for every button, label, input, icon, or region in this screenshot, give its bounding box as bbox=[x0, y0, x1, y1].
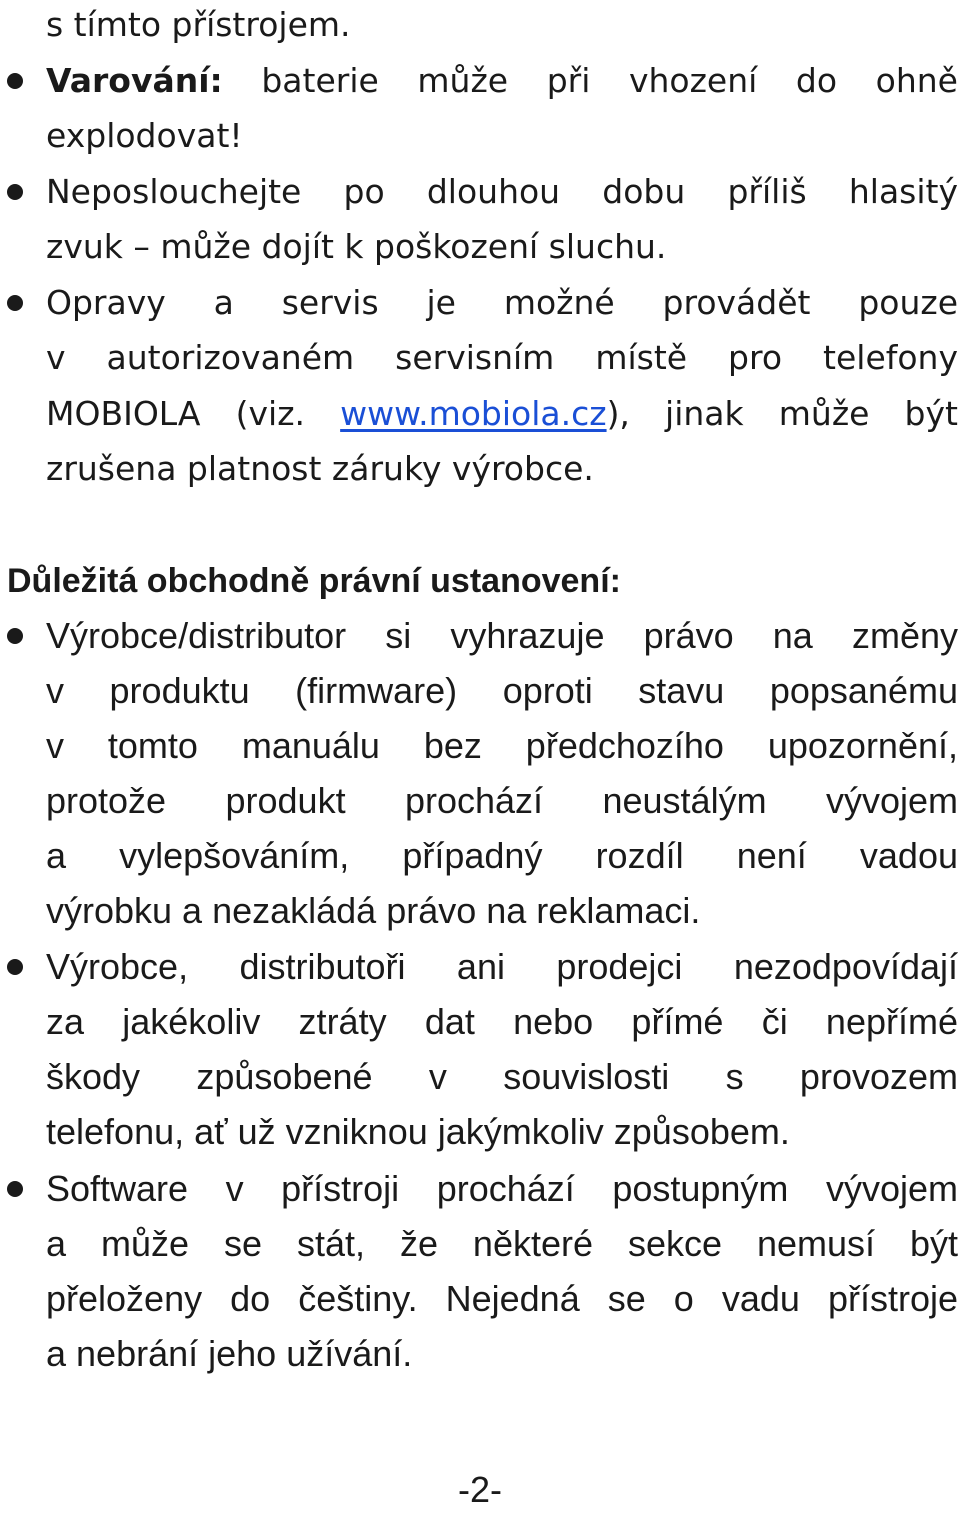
legal-item-2-line: telefonu, ať už vzniknou jakýmkoliv způsobem. bbox=[46, 1111, 790, 1152]
legal-item-2-line: za jakékoliv ztráty dat nebo přímé či nepřímé bbox=[46, 1001, 958, 1042]
mobiola-link[interactable]: www.mobiola.cz bbox=[340, 394, 607, 433]
bullet-icon bbox=[7, 184, 23, 200]
bullet-icon bbox=[7, 1181, 23, 1197]
lead-line: s tímto přístrojem. bbox=[46, 5, 351, 44]
legal-item-1-line: v produktu (firmware) oproti stavu popsanému bbox=[46, 670, 958, 711]
page-number: -2- bbox=[458, 1469, 502, 1510]
legal-item-1-line: Výrobce/distributor si vyhrazuje právo na změny bbox=[46, 615, 958, 656]
warning-line-1 bbox=[46, 53, 958, 108]
legal-item-1-line: protože produkt prochází neustálým vývojem bbox=[46, 780, 958, 821]
legal-item-1-line: v tomto manuálu bez předchozího upozornění, bbox=[46, 725, 958, 766]
bullet-icon bbox=[7, 959, 23, 975]
legal-item-1-line: výrobku a nezakládá právo na reklamaci. bbox=[46, 890, 701, 931]
bullet-icon bbox=[7, 295, 23, 311]
legal-item-3-line: přeloženy do češtiny. Nejedná se o vadu přístroje bbox=[46, 1278, 958, 1319]
warning-text: baterie může při vhození do ohně bbox=[261, 61, 958, 100]
repair-line-2: v autorizovaném servisním místě pro telefony bbox=[46, 338, 958, 377]
legal-item-3-line: Software v přístroji prochází postupným vývojem bbox=[46, 1168, 958, 1209]
legal-item-2-line: škody způsobené v souvislosti s provozem bbox=[46, 1056, 958, 1097]
repair-line-4: zrušena platnost záruky výrobce. bbox=[46, 449, 594, 488]
repair-line-3 bbox=[46, 386, 958, 441]
warning-label: Varování: bbox=[46, 61, 223, 100]
warning-line-2: explodovat! bbox=[46, 116, 243, 155]
repair-prefix: MOBIOLA (viz. bbox=[46, 394, 306, 433]
legal-item-1-line: a vylepšováním, případný rozdíl není vadou bbox=[46, 835, 958, 876]
legal-item-3-line: a nebrání jeho užívání. bbox=[46, 1333, 413, 1374]
legal-item-3-line: a může se stát, že některé sekce nemusí být bbox=[46, 1223, 958, 1264]
repair-line-1: Opravy a servis je možné provádět pouze bbox=[46, 283, 958, 322]
repair-suffix: ), jinak může být bbox=[606, 394, 958, 433]
volume-line-2: zvuk – může dojít k poškození sluchu. bbox=[46, 227, 667, 266]
legal-item-2-line: Výrobce, distributoři ani prodejci nezodpovídají bbox=[46, 946, 958, 987]
volume-line-1: Neposlouchejte po dlouhou dobu příliš hlasitý bbox=[46, 172, 958, 211]
legal-heading: Důležitá obchodně právní ustanovení: bbox=[7, 562, 621, 600]
bullet-icon bbox=[7, 628, 23, 644]
bullet-icon bbox=[7, 73, 23, 89]
